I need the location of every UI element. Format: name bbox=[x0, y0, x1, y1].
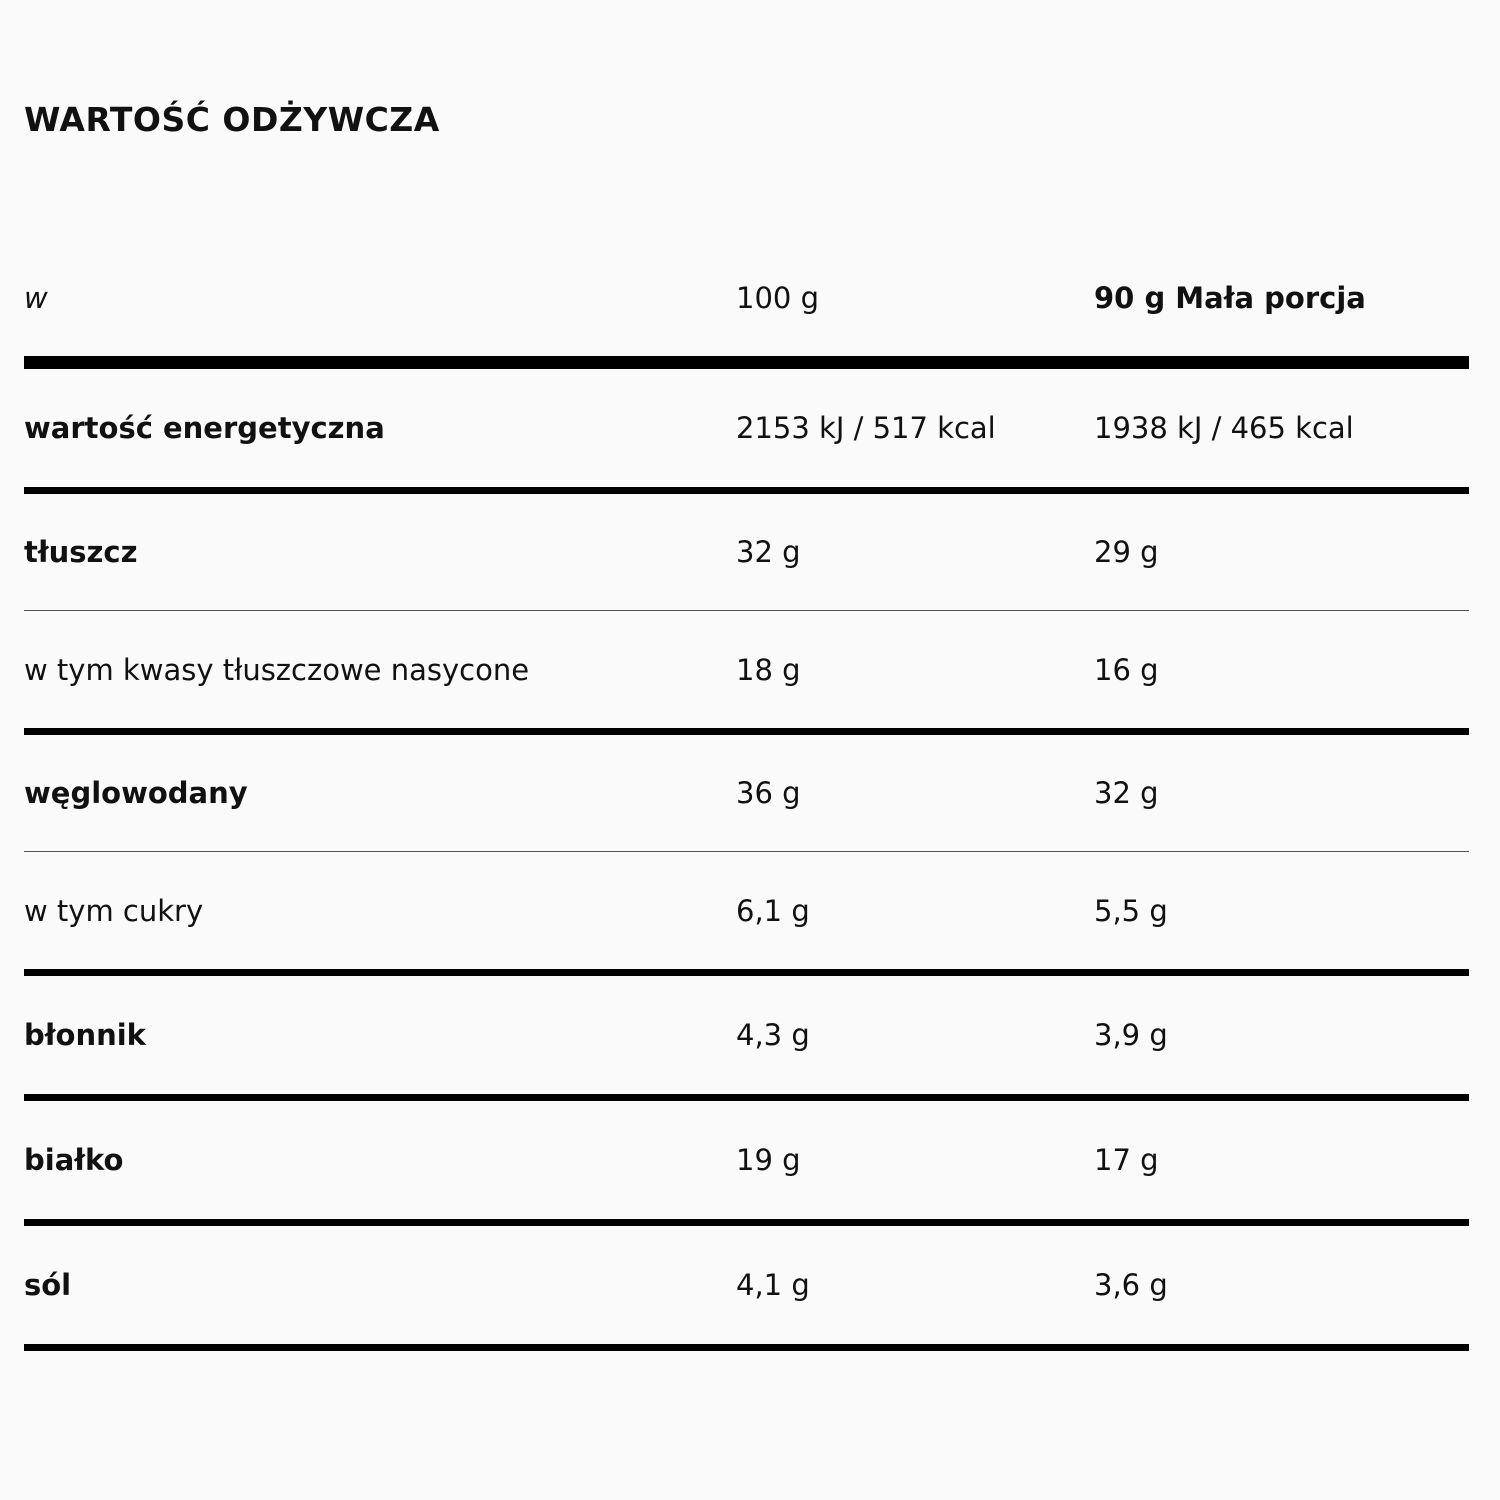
table-row-fat bbox=[24, 494, 1469, 610]
header-divider bbox=[24, 356, 1469, 369]
nutrient-name: błonnik bbox=[24, 1018, 146, 1052]
value-per-100g: 2153 kJ / 517 kcal bbox=[736, 411, 996, 445]
row-divider bbox=[24, 728, 1469, 735]
value-per-100g: 4,3 g bbox=[736, 1018, 810, 1052]
nutrient-name: białko bbox=[24, 1143, 124, 1177]
row-divider bbox=[24, 969, 1469, 976]
nutrient-name: w tym cukry bbox=[24, 893, 204, 928]
table-header-row bbox=[24, 240, 1469, 356]
value-per-100g: 6,1 g bbox=[736, 893, 810, 928]
value-portion: 17 g bbox=[1094, 1143, 1159, 1177]
table-row-salt bbox=[24, 1226, 1469, 1344]
header-portion: 90 g Mała porcja bbox=[1094, 281, 1366, 315]
table-row-carbohydrates bbox=[24, 735, 1469, 851]
value-per-100g: 18 g bbox=[736, 652, 801, 687]
row-divider bbox=[24, 487, 1469, 494]
value-portion: 32 g bbox=[1094, 776, 1159, 810]
value-portion: 1938 kJ / 465 kcal bbox=[1094, 411, 1354, 445]
table-row-protein bbox=[24, 1101, 1469, 1219]
value-portion: 3,9 g bbox=[1094, 1018, 1168, 1052]
value-portion: 5,5 g bbox=[1094, 893, 1168, 928]
value-per-100g: 4,1 g bbox=[736, 1268, 810, 1302]
value-portion: 16 g bbox=[1094, 652, 1159, 687]
row-divider bbox=[24, 1094, 1469, 1101]
table-row-saturated-fat bbox=[24, 611, 1469, 728]
header-per-100g: 100 g bbox=[736, 281, 819, 315]
table-row-fibre bbox=[24, 976, 1469, 1094]
value-portion: 3,6 g bbox=[1094, 1268, 1168, 1302]
nutrition-table bbox=[24, 240, 1469, 1351]
nutrient-name: wartość energetyczna bbox=[24, 411, 385, 445]
table-row-sugars bbox=[24, 852, 1469, 969]
table-row-energy bbox=[24, 369, 1469, 487]
value-per-100g: 19 g bbox=[736, 1143, 801, 1177]
value-per-100g: 32 g bbox=[736, 535, 801, 569]
page-title: WARTOŚĆ ODŻYWCZA bbox=[24, 100, 440, 139]
row-divider bbox=[24, 1219, 1469, 1226]
nutrient-name: węglowodany bbox=[24, 776, 248, 810]
table-bottom-divider bbox=[24, 1344, 1469, 1351]
nutrient-name: sól bbox=[24, 1268, 72, 1302]
value-portion: 29 g bbox=[1094, 535, 1159, 569]
nutrient-name: tłuszcz bbox=[24, 535, 138, 569]
nutrient-name: w tym kwasy tłuszczowe nasycone bbox=[24, 652, 530, 687]
header-label: w bbox=[24, 281, 48, 315]
value-per-100g: 36 g bbox=[736, 776, 801, 810]
